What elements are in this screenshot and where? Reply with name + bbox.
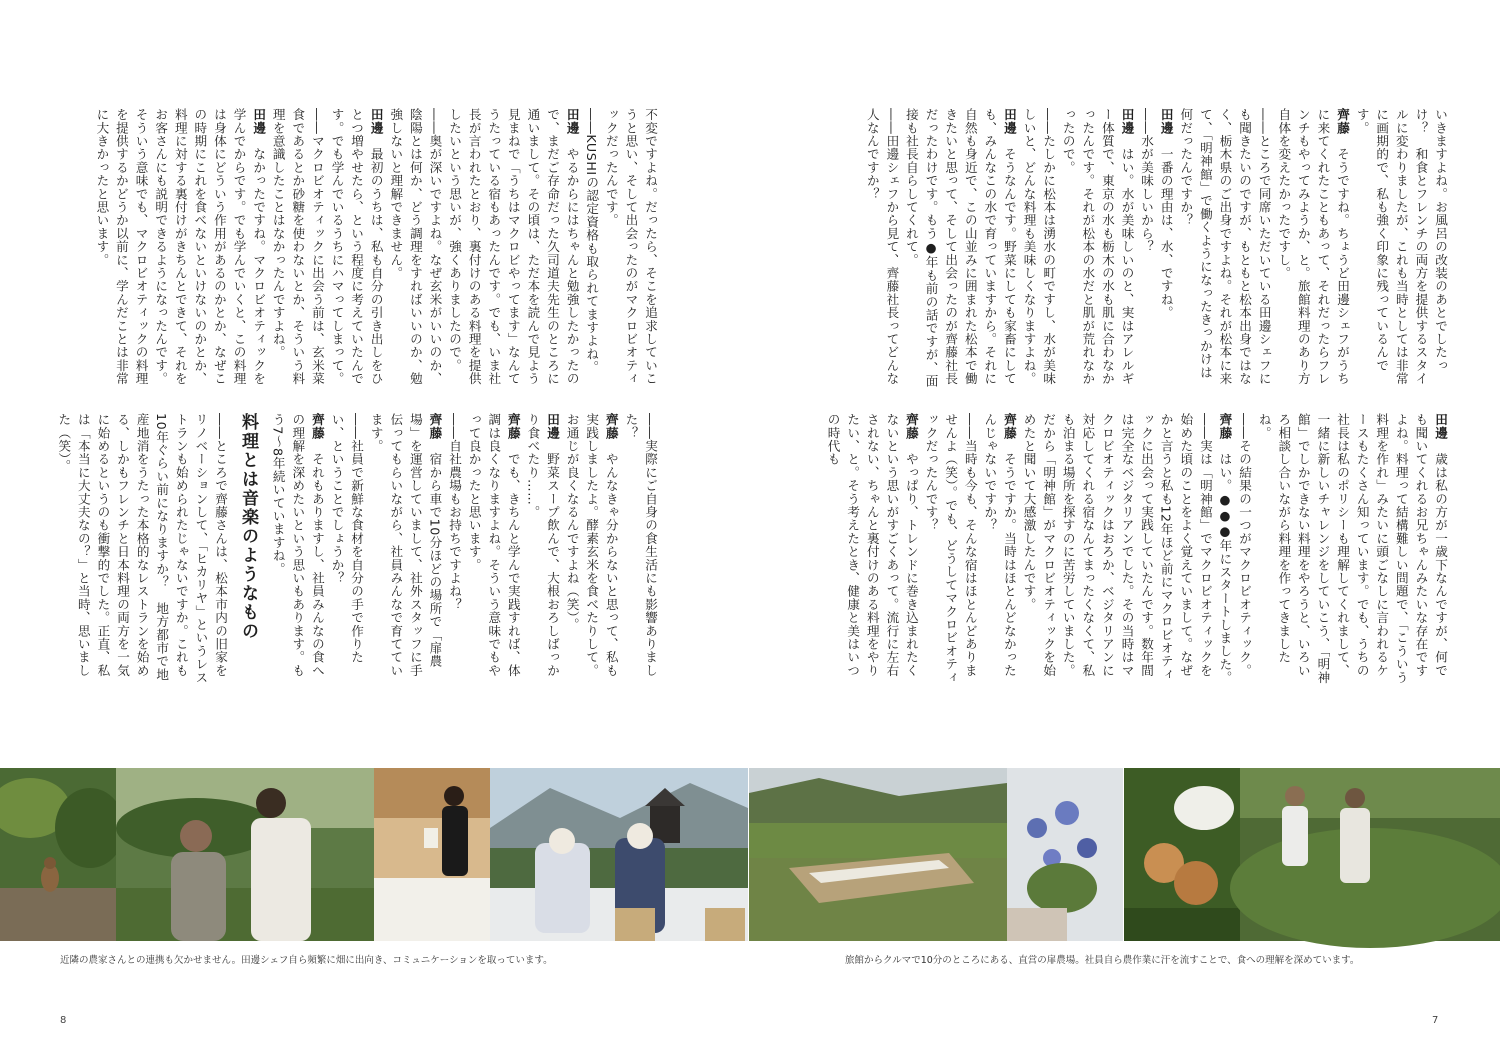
right-photo-caption: 旅館からクルマで10分のところにある、直営の扉農場。社員自ら農作業に汗を流すことで、食への理解を深めています。	[845, 955, 1360, 966]
photo-borage-flowers	[1007, 768, 1123, 941]
paragraph-text: ――実際にご自身の食生活にも影響ありました？	[623, 413, 658, 677]
paragraph	[1019, 413, 1215, 685]
paragraph	[901, 108, 1019, 392]
paragraph	[1254, 413, 1450, 685]
paragraph-text: はい。●●●年にスタートしました。	[1217, 452, 1233, 685]
paragraph-text: ――ところで齊藤さんは、松本市内の旧家をリノベーションして、「ヒカリヤ」というレストランも始められたじゃないですか。これも10年ぐらい前になりますか？ 地方都市で地産地消をうたった本格的なレストランを始める、しかもフレンチと日本料理の両方を一気に始めるというのも衝撃的でした。正直、私は「本当に大丈夫なの？」と当時、思いました（笑）。	[56, 413, 228, 684]
paragraph-text: やるからにはちゃんと勉強したかったので、まだご存命だった久司道夫先生のところに通いまして。その頃は、ただ本を読んで見よう見まねで「うちはマクロビやってます」なんてうたっている宿もあったんです。でも、いま社長が言われたとおり、裏付けのある料理を提供したいという思いが、強くありましたので。	[447, 108, 580, 386]
paragraph	[54, 413, 230, 685]
paragraph-text: ――奥が深いですよね。なぜ玄米がいいのか、陰陽とは何か、どう調理をすればいいのか、勉強しないと理解できません。	[388, 108, 443, 386]
paragraph-text: 不変ですよね。だったら、そこを追求していこうと思い、そして出会ったのがマクロビオティックだったんです。	[603, 108, 658, 386]
paragraph-text: ――マクロビオティックに出会う前は、玄米菜食であるとか砂糖を使わないとか、そういう料理を意識したことはなかったんですよね。	[270, 108, 325, 386]
speaker-name: 田邊	[251, 108, 267, 135]
speaker-name: 齊藤	[309, 413, 325, 440]
speaker-name: 田邊	[1119, 108, 1135, 135]
paragraph	[444, 108, 581, 392]
paragraph-text: なかったですね。マクロビオティックを学んでからです。でも学んでいくと、この料理は身体にどういう作用があるのかとか、なぜこの時期にこれを食べないといけないのかとか、料理に対する裏付けがきちんとできて、それをお客さんにも説明できるようになったんです。そういう意味でも、マクロビオティックの料理を提供するかどうか以前に、学んだことは非常に大きかったと思います。	[94, 108, 267, 386]
paragraph	[823, 413, 921, 685]
section-heading: 料理とは音楽のようなもの	[238, 413, 258, 641]
paragraph-text: ――当時も今も、そんな宿はほとんどありませんよ（笑）。でも、どうしてマクロビオティックだったんです？	[923, 413, 978, 684]
left-photo-caption: 近隣の農家さんとの連携も欠かせません。田邊シェフ自ら頻繁に畑に出向き、コミュニケーションを取っています。	[60, 955, 553, 966]
paragraph	[1352, 108, 1450, 392]
paragraph	[980, 413, 1019, 685]
paragraph	[92, 108, 268, 392]
paragraph	[444, 413, 464, 685]
photo-squirrel	[0, 768, 116, 941]
speaker-name: 田邊	[368, 108, 384, 135]
paragraph	[327, 413, 366, 685]
paragraph	[366, 413, 444, 685]
speaker-name: 齊藤	[427, 413, 443, 440]
left-page-after-heading-column	[56, 413, 230, 685]
paragraph-text: やんなきゃ分からないと思って、私も実践しましたよ。酵素玄米を食べたりして。お通じが良くなるんですよね（笑）。	[564, 413, 619, 678]
left-page-lower-column	[270, 413, 660, 685]
right-page-upper-column	[838, 108, 1450, 392]
paragraph-text: ――水が美味しいから？	[1139, 108, 1155, 254]
paragraph-text: やっぱり、トレンドに巻き込まれたくないという思いがすごくあって。流行に左右されない、ちゃんと裏付けのある料理をやりたい、と。そう考えたとき、健康と美はいつの時代も	[825, 413, 919, 678]
paragraph-text: そうですか。当時はほとんどなかったんじゃないですか？	[982, 413, 1017, 678]
speaker-name: 齊藤	[505, 413, 521, 440]
photo-beekeepers-castle	[490, 768, 748, 941]
speaker-name: 田邊	[1158, 108, 1174, 135]
paragraph-text: ――自社農場もお持ちですよね？	[447, 413, 463, 611]
left-page-upper-column	[60, 108, 660, 392]
paragraph-text: ――たしかに松本は湧水の町ですし、水が美味しいと、どんな料理も美味しくなりますよね。	[1021, 108, 1057, 386]
paragraph-text: 宿から車で10分ほどの場所で「扉農場」を運営していまして、社外スタッフに手伝ってもらいながら、社員みんなで育てています。	[368, 413, 443, 677]
paragraph	[921, 413, 980, 685]
paragraph-text: はい。水が美味しいのと、実はアレルギー体質で、東京の水も栃木の水も肌に合わなかったんです。それが松本の水だと肌が荒れなかったので。	[1060, 108, 1135, 386]
photo-onions	[1124, 768, 1240, 941]
speaker-name: 齊藤	[1217, 413, 1233, 440]
paragraph	[1215, 413, 1235, 685]
paragraph-text: 野菜スープ飲んで、大根おろしばっかり食べたり……。	[525, 413, 561, 678]
speaker-name: 田邊	[564, 108, 580, 135]
paragraph	[386, 108, 445, 392]
paragraph	[1274, 108, 1352, 392]
paragraph-text: ――実は「明神館」でマクロビオティックを始めた頃のことをよく覚えていまして。なぜかと言うと私も12年ほど前にマクロビオティックに出会って実践していたんです。数年間は完全なベジタリアンでした。その当時はマクロビオティックはおろか、ベジタリアンに対応してくれる宿なんてまったくなくて、私も泊まる場所を探すのに苦労していました。だから「明神館」がマクロビオティックを始めたと聞いて大感激したんです。	[1021, 413, 1213, 682]
paragraph	[268, 413, 327, 685]
paragraph-text: それもありますし、社員みんなの食への理解を深めたいという思いもあります。もう7～8年続いていますね。	[270, 413, 325, 678]
paragraph	[862, 108, 901, 392]
paragraph	[1156, 108, 1176, 392]
paragraph-text: そうなんです。野菜にしても家畜にしても、みんなこの水で育っていますから。それに自然も身近で、この山並みに囲まれた松本で働きたいと思って、そして出会ったのが齊藤社長だったわけです。もう●年も前の話ですが、面接も社長自らしてくれて。	[903, 108, 1017, 388]
photo-hotel-service	[374, 768, 490, 941]
speaker-name: 田邊	[1001, 108, 1017, 135]
photo-farmers-garden	[116, 768, 374, 941]
paragraph	[621, 413, 660, 685]
paragraph-text: そうですね。ちょうど田邊シェフがうちに来てくれたこともあって、それだったらフレンチもやってみようか、と。旅館料理のあり方自体を変えたかったですし。	[1276, 108, 1351, 386]
page-number-left: 8	[60, 1015, 67, 1026]
speaker-name: 齊藤	[903, 413, 919, 440]
paragraph-text: でも、きちんと学んで実践すれば、体調は良くなりますよね。そういう意味でもやって良かったと思います。	[466, 413, 521, 678]
speaker-name: 齊藤	[1001, 413, 1017, 440]
paragraph-text: ――田邊シェフから見て、齊藤社長ってどんな人なんですか？	[864, 108, 900, 386]
paragraph-text: ――社員で新鮮な食材を自分の手で作りたい、ということでしょうか？	[329, 413, 365, 664]
paragraph	[601, 108, 660, 392]
paragraph-text: 最初のうちは、私も自分の引き出しをひとつ増やせたら、という程度に考えていたんです。でも学んでいるうちにハマってしまって。	[329, 108, 384, 386]
paragraph-text: ――KUSHIの認定資格も取られてますよね。	[584, 108, 600, 374]
page-number-right: 7	[1432, 1015, 1439, 1026]
paragraph	[1019, 108, 1058, 392]
paragraph	[464, 413, 523, 685]
paragraph-text: いきますよね。お風呂の改装のあとでしたっけ？ 和食とフレンチの両方を提供するスタイルに変わりましたが、これも当時としては非常に画期的で、私も強く印象に残っているんです。	[1354, 108, 1448, 386]
paragraph-text: 歳は私の方が一歳下なんですが、何でも聞いてくれるお兄ちゃんみたいな存在ですよね。料理って結構難しい問題で、「こういう料理を作れ」みたいに頭ごなしに言われるケースもたくさん知っています。でも、うちの社長は私のポリシーも理解してくれまして、一緒に新しいチャレンジをしていこう、「明神館」でしかできない料理をやろうと、いろいろ相談し合いながら料理を作ってきましたね。	[1256, 413, 1448, 684]
speaker-name: 田邊	[545, 413, 561, 440]
paragraph-text: 一番の理由は、水、ですね。	[1158, 147, 1174, 320]
paragraph	[1234, 413, 1254, 685]
paragraph-text: ――ところで同席いただいている田邊シェフにも聞きたいのですが、もともと松本出身ではなく、栃木県のご出身ですよね。それが松本に来て、「明神館」で働くようになったきっかけは何だったんですか？	[1178, 108, 1272, 386]
photo-potato-field	[1240, 768, 1500, 941]
paragraph	[1058, 108, 1136, 392]
speaker-name: 齊藤	[1335, 108, 1351, 135]
paragraph	[327, 108, 386, 392]
paragraph	[562, 413, 621, 685]
paragraph	[268, 108, 327, 392]
paragraph-text: ――その結果の一つがマクロビオティック。	[1237, 413, 1253, 677]
photo-farm-field	[749, 768, 1007, 941]
paragraph	[523, 413, 562, 685]
paragraph	[1176, 108, 1274, 392]
speaker-name: 齊藤	[603, 413, 619, 440]
paragraph	[582, 108, 602, 392]
paragraph	[1137, 108, 1157, 392]
right-page-lower-column	[825, 413, 1450, 685]
speaker-name: 田邊	[1433, 413, 1448, 440]
